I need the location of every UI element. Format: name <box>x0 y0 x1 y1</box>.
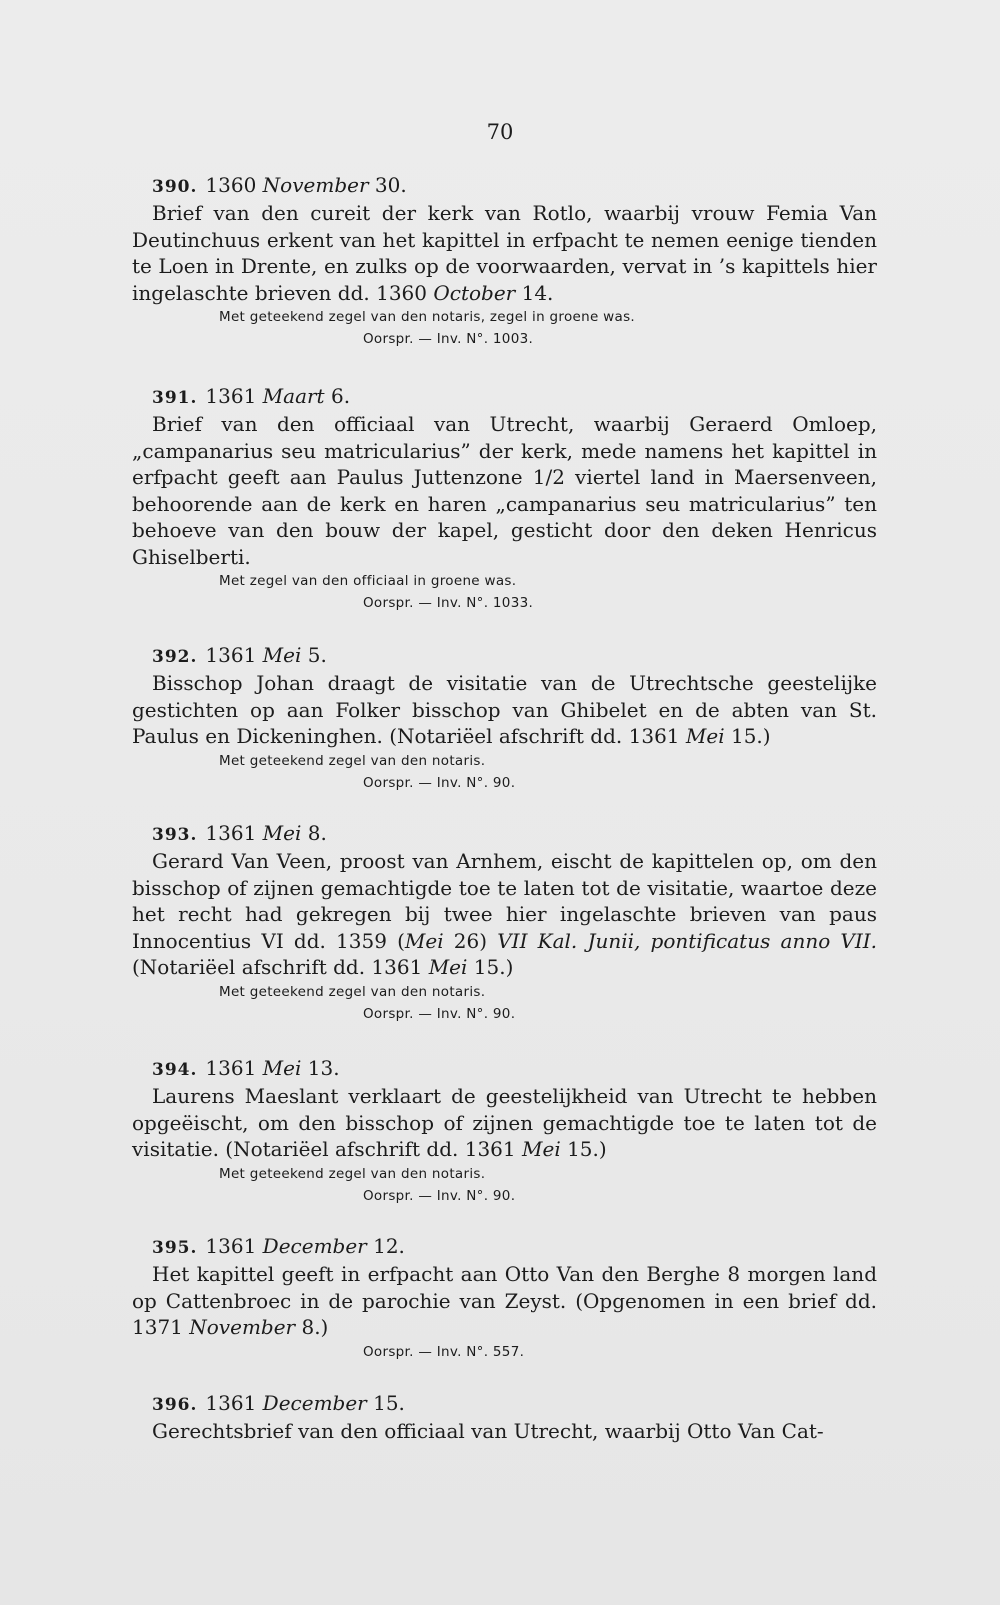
entry-year: 1361 <box>205 1234 257 1258</box>
entry-year: 1361 <box>205 643 257 667</box>
original-reference: Oorspr. — Inv. N°. 90. <box>363 774 516 791</box>
entry-heading <box>152 383 877 411</box>
entry-text-part: Gerard Van Veen, proost van Arnhem, eischt de kapittelen op, om den bisschop of zijnen gemachtigde toe te laten tot de visitatie, waartoe deze het recht had gekregen bij twee hier ingelaschte brieven van paus Innocentius VI dd. 1359 ( <box>132 849 877 953</box>
entry-number: 391. <box>152 388 198 408</box>
entry-number: 392. <box>152 647 198 667</box>
entry-text-part: Laurens Maeslant verklaart de geestelijkheid van Utrecht te hebben opgeëischt, om den bisschop of zijnen gemachtigde toe te laten tot de visitatie. (Notariëel afschrift dd. 1361 <box>132 1084 877 1161</box>
entry-heading <box>152 1055 877 1083</box>
entry-text-italic: October <box>433 280 516 305</box>
entry-text-part: (Notariëel afschrift dd. 1361 <box>132 955 429 979</box>
entry-text-italic: November <box>189 1315 296 1339</box>
entry-text-part: Bisschop Johan draagt de visitatie van de Utrechtsche geestelijke gestichten op aan Folker bisschop van Ghibelet en de abten van St. Paulus en Dickeninghen. (Notariëel afschrift dd. 1361 <box>132 671 877 748</box>
entry-number: 396. <box>152 1395 198 1415</box>
entry-text-italic: Mei <box>428 955 468 979</box>
entry-heading <box>152 172 877 200</box>
entry-text-italic: Mei <box>404 928 444 953</box>
entry-text <box>132 1083 877 1163</box>
entry-text <box>132 1261 877 1341</box>
entry-text-italic: Mei <box>685 724 725 748</box>
entry-text-part: 26) <box>443 928 498 953</box>
entry-month: December <box>262 1391 367 1415</box>
entry-day: 13. <box>307 1056 340 1080</box>
entry-text <box>132 670 877 750</box>
entry-text-part: 15.) <box>560 1137 607 1161</box>
entry-text: Brief van den officiaal van Utrecht, waarbij Geraerd Omloep, „campanarius seu matricularius” der kerk, mede namens het kapittel in erfpacht geeft aan Paulus Juttenzone 1/2 viertel land in Maersenveen, behoorende aan de kerk en haren „campanarius seu matricularius” ten behoeve van den bouw der kapel, gesticht door den deken Henricus Ghiselberti. <box>132 412 877 569</box>
original-reference: Oorspr. — Inv. N°. 90. <box>363 1187 516 1204</box>
entry-392 <box>132 642 877 794</box>
entry-text-part: 14. <box>515 280 554 305</box>
entry-number: 395. <box>152 1238 198 1258</box>
entry-390 <box>132 172 877 350</box>
entry-text-part: Het kapittel geeft in erfpacht aan Otto Van den Berghe 8 morgen land op Cattenbroec in de parochie van Zeyst. (Opgenomen in een brief dd. 1371 <box>132 1262 877 1339</box>
entry-month: Mei <box>262 643 302 667</box>
entry-day: 30. <box>374 173 407 197</box>
entry-year: 1361 <box>205 384 257 408</box>
entry-text-part: Brief van den cureit der kerk van Rotlo, waarbij vrouw Femia Van Deutinchuus erkent van het kapittel in erfpacht te nemen eenige tienden te Loen in Drente, en zulks op de voorwaarden, vervat in ’s kapittels hier ingelaschte brieven dd. 1360 <box>132 201 877 305</box>
entry-number: 390. <box>152 177 198 197</box>
entry-text <box>132 848 877 981</box>
original-reference: Oorspr. — Inv. N°. 1003. <box>363 331 534 347</box>
entry-text-part: 8.) <box>295 1315 329 1339</box>
seal-note: Met zegel van den officiaal in groene was. <box>219 573 517 589</box>
entry-text-italic: VII Kal. Junii, pontificatus anno VII. <box>497 928 878 953</box>
entry-year: 1361 <box>205 1056 257 1080</box>
entry-heading <box>152 1233 877 1261</box>
entry-395 <box>132 1233 877 1363</box>
entry-heading <box>152 642 877 670</box>
entry-year: 1361 <box>205 1391 257 1415</box>
entry-393 <box>132 820 877 1025</box>
entry-day: 15. <box>373 1391 405 1415</box>
entry-number: 393. <box>152 825 198 845</box>
entry-text-italic: Mei <box>522 1137 561 1161</box>
entry-day: 6. <box>330 384 351 408</box>
entry-year: 1360 <box>205 173 257 197</box>
original-reference: Oorspr. — Inv. N°. 557. <box>363 1343 525 1360</box>
original-reference: Oorspr. — Inv. N°. 90. <box>363 1005 516 1022</box>
original-reference: Oorspr. — Inv. N°. 1033. <box>363 595 534 611</box>
entry-text-part: 15.) <box>467 955 514 979</box>
entry-text <box>132 200 877 306</box>
entry-month: November <box>262 173 369 197</box>
entry-396 <box>132 1390 877 1445</box>
seal-note: Met geteekend zegel van den notaris. <box>219 983 486 1000</box>
entry-month: Maart <box>262 384 325 408</box>
entry-391 <box>132 383 877 614</box>
entry-month: December <box>262 1234 367 1258</box>
seal-note: Met geteekend zegel van den notaris, zegel in groene was. <box>219 309 636 325</box>
entry-394 <box>132 1055 877 1207</box>
entry-text-part: 15.) <box>724 724 771 748</box>
entry-heading <box>152 1390 877 1418</box>
seal-note: Met geteekend zegel van den notaris. <box>219 752 486 769</box>
page-number: 70 <box>486 120 514 144</box>
entry-month: Mei <box>262 821 302 845</box>
entry-month: Mei <box>262 1056 302 1080</box>
entry-day: 5. <box>307 643 327 667</box>
entry-year: 1361 <box>205 821 257 845</box>
seal-note: Met geteekend zegel van den notaris. <box>219 1165 486 1182</box>
entry-number: 394. <box>152 1060 198 1080</box>
entry-day: 8. <box>307 821 327 845</box>
entry-day: 12. <box>373 1234 405 1258</box>
entry-text: Gerechtsbrief van den officiaal van Utrecht, waarbij Otto Van Cat- <box>152 1419 824 1443</box>
entry-heading <box>152 820 877 848</box>
